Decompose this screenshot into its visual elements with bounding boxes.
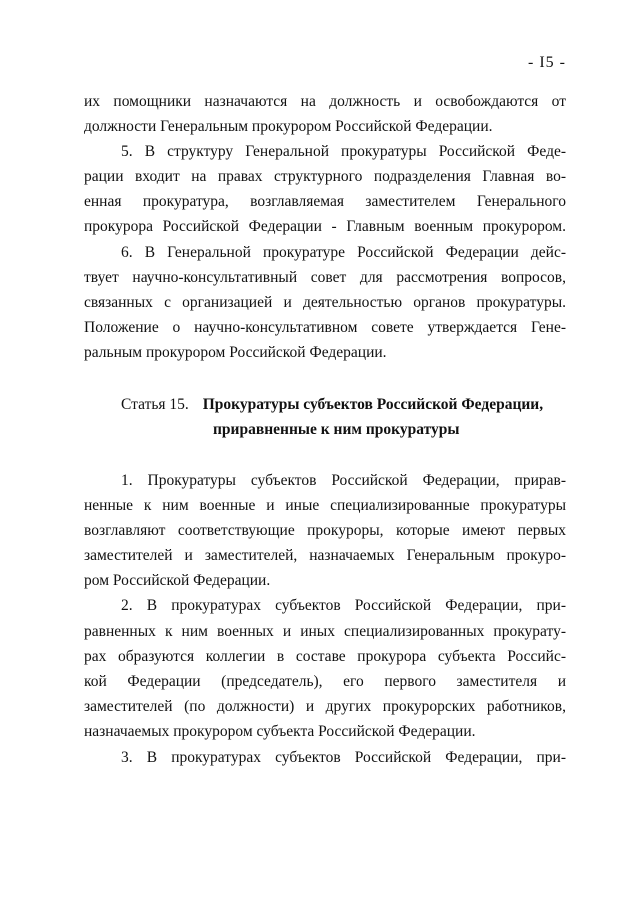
- text-line: должности Генеральным прокурором Российской Федерации.: [84, 118, 493, 135]
- paragraph-first-line: 5. В структуру Генеральной прокуратуры Российской Феде-: [121, 143, 566, 160]
- text-line: твует научно-консультативный совет для рассмотрения вопросов,: [84, 269, 566, 286]
- paragraph-first-line: 1. Прокуратуры субъектов Российской Федерации, прирав-: [121, 472, 566, 489]
- article-title-line2: приравненные к ним прокуратуры: [213, 421, 460, 438]
- text-line: рации входит на правах структурного подразделения Главная во-: [84, 168, 566, 185]
- text-line: ром Российской Федерации.: [84, 572, 271, 589]
- text-line: их помощники назначаются на должность и освобождаются от: [84, 93, 566, 110]
- text-line: связанных с организацией и деятельностью органов прокуратуры.: [84, 294, 566, 311]
- paragraph-first-line: 2. В прокуратурах субъектов Российской Федерации, при-: [121, 597, 566, 614]
- paragraph-first-line: 3. В прокуратурах субъектов Российской Федерации, при-: [121, 749, 566, 766]
- text-line: заместителей и заместителей, назначаемых Генеральным прокуро-: [84, 547, 566, 564]
- page-number: - I5 -: [528, 54, 566, 71]
- article-label: Статья 15.: [121, 396, 189, 413]
- text-line: равненных к ним военных и иных специализированных прокурату-: [84, 623, 566, 640]
- text-line: кой Федерации (председатель), его первого заместителя и: [84, 673, 566, 690]
- article-title-continued: [213, 420, 459, 440]
- text-line: назначаемых прокурором субъекта Российской Федерации.: [84, 723, 476, 740]
- text-line: ральным прокурором Российской Федерации.: [84, 344, 387, 361]
- text-line: Положение о научно-консультативном совете утверждается Гене-: [84, 319, 566, 336]
- text-line: ненные к ним военные и иные специализированные прокуратуры: [84, 497, 566, 514]
- text-line: возглавляют соответствующие прокуроры, которые имеют первых: [84, 522, 566, 539]
- paragraph-first-line: 6. В Генеральной прокуратуре Российской Федерации дейс-: [121, 244, 566, 261]
- text-line: прокурора Российской Федерации - Главным военным прокурором.: [84, 218, 566, 235]
- text-line: енная прокуратура, возглавляемая заместителем Генерального: [84, 193, 566, 210]
- text-line: заместителей (по должности) и других прокурорских работников,: [84, 698, 566, 715]
- article-heading: [121, 395, 543, 415]
- article-title: Прокуратуры субъектов Российской Федерации,: [202, 396, 544, 413]
- text-line: рах образуются коллегии в составе прокурора субъекта Российс-: [84, 648, 566, 665]
